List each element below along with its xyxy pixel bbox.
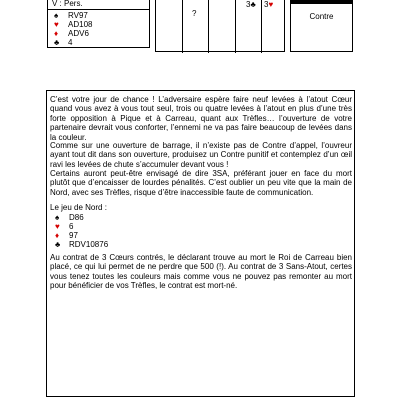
west-hand-box: [47, 0, 150, 48]
bid-level: 3: [264, 0, 269, 9]
bid-cell-1: [156, 0, 183, 53]
bid-cell-4: [236, 0, 262, 53]
hand-cards-spades: RV97: [68, 11, 88, 20]
hand-cards-diamonds: ADV6: [68, 29, 89, 38]
contract-box: [290, 0, 353, 52]
hand-title: V : Pers.: [52, 0, 83, 8]
club-icon: ♣: [250, 0, 256, 9]
commentary-box: [46, 90, 355, 397]
diamond-icon: ♦: [54, 29, 59, 38]
hand-row-spades: [54, 11, 88, 20]
north-hand-title: Le jeu de Nord :: [50, 203, 107, 212]
bidding-table: [155, 0, 285, 52]
hand-row-hearts: [54, 20, 92, 29]
paragraph-3sa: Certains auront peut-être envisagé de dire 3SA, préférant jouer en face du mort plutôt que d’encaisser de lourdes pénalités. C’est oublier un peu vite que la main de Nord, avec ses Trèfles, risque d’être inaccessible faute de communication.: [50, 169, 352, 197]
north-cards-hearts: 6: [69, 222, 74, 231]
paragraph-conclusion: Au contrat de 3 Cœurs contrés, le déclarant trouve au mort le Roi de Carreau bien placé, ce qui lui permet de ne perdre que 500 (!). Au contrat de 3 Sans-Atout, certes vous tenez toutes les couleurs mais comme vous ne pouvez pas remonter au mort pour bénéficier de vos Trèfles, le contrat est mort-né.: [50, 253, 352, 291]
north-cards-spades: D86: [69, 213, 84, 222]
hand-cards-clubs: 4: [68, 38, 73, 47]
contract-label: Contre: [309, 12, 334, 21]
hand-row-clubs: [54, 38, 72, 47]
heart-icon: ♥: [268, 0, 274, 9]
north-row-diamonds: [55, 231, 78, 240]
north-cards-clubs: RDV10876: [69, 240, 109, 249]
bid-cell-3: [209, 0, 236, 53]
hand-divider: [48, 9, 149, 10]
heart-icon: ♥: [54, 20, 59, 29]
north-row-spades: [55, 213, 84, 222]
paragraph-intro: C’est votre jour de chance ! L’adversaire espère faire neuf levées à l’atout Cœur quand vous avez à vous tout seul, trois ou quatre levées à l’atout en plus d’une très forte opposition à Pique et à Carreau, quant aux Trèfles… l’ouverture de votre partenaire devrait vous conforter, l’ennemi ne va pas faire beaucoup de levées dans la couleur.: [50, 95, 352, 142]
spade-icon: ♠: [55, 213, 60, 222]
contract-header-bar: [291, 0, 352, 4]
north-row-hearts: [55, 222, 73, 231]
spade-icon: ♠: [54, 11, 59, 20]
club-icon: ♣: [55, 240, 61, 249]
bid-cell-5: [262, 0, 286, 53]
north-cards-diamonds: 97: [69, 231, 78, 240]
diamond-icon: ♦: [55, 231, 60, 240]
bid-3-hearts: [264, 0, 273, 9]
club-icon: ♣: [54, 38, 60, 47]
north-row-clubs: [55, 240, 108, 249]
bid-level: 3: [246, 0, 251, 9]
hand-row-diamonds: [54, 29, 89, 38]
paragraph-contre: Comme sur une ouverture de barrage, il n’existe pas de Contre d’appel, l’ouvreur ayant tout dit dans son ouverture, produisez un Contre punitif et contemplez d’un œil ravi les levées de chute s’accumuler devant vous !: [50, 141, 352, 169]
bid-cell-2: [183, 0, 209, 53]
heart-icon: ♥: [55, 222, 60, 231]
hand-cards-hearts: AD108: [68, 20, 93, 29]
bid-3-clubs: [246, 0, 256, 9]
bid-question: ?: [192, 9, 197, 18]
